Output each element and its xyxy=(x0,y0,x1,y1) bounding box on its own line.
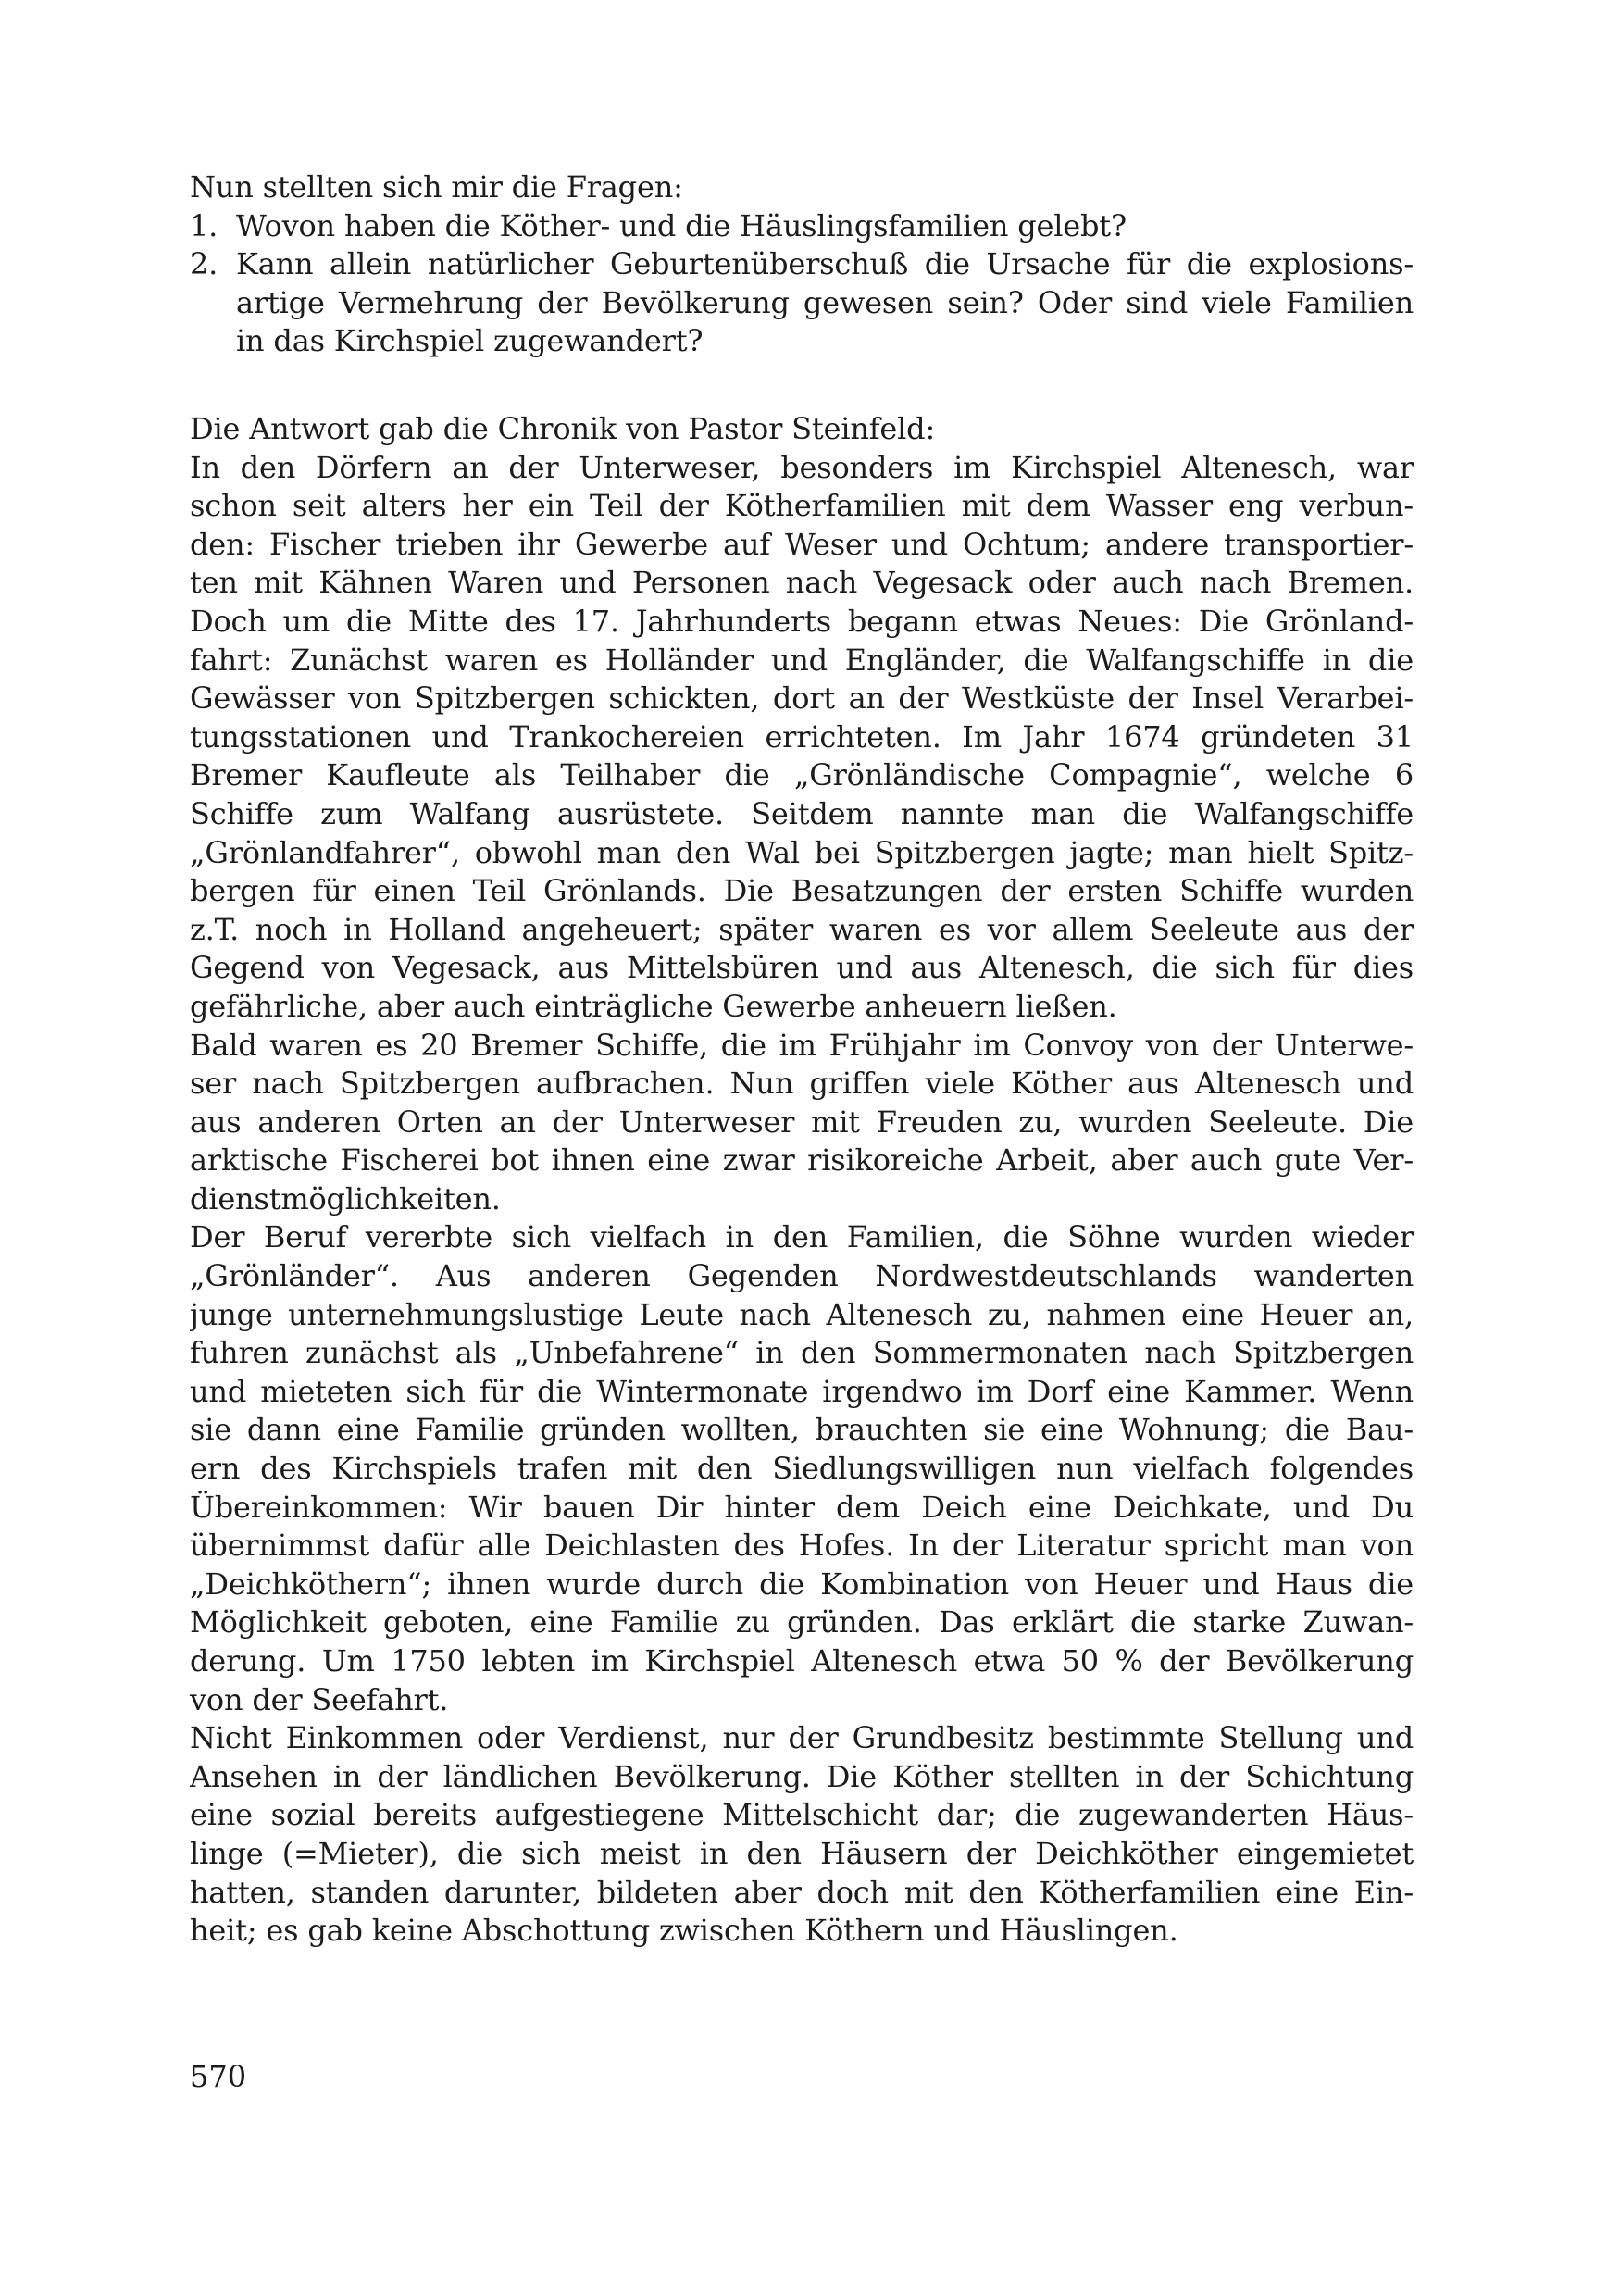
body-line: ser nach Spitzbergen aufbrachen. Nun griffen viele Köther aus Altenesch und xyxy=(190,1066,1414,1102)
body-line: Ansehen in der ländlichen Bevölkerung. Die Köther stellten in der Schichtung xyxy=(190,1758,1414,1794)
body-line: Schiffe zum Walfang ausrüstete. Seitdem nannte man die Walfangschiffe xyxy=(190,795,1414,831)
body-line: Möglichkeit geboten, eine Familie zu gründen. Das erklärt die starke Zuwan- xyxy=(190,1604,1414,1641)
body-line: derung. Um 1750 lebten im Kirchspiel Altenesch etwa 50 % der Bevölkerung xyxy=(190,1643,1414,1678)
body-line: aus anderen Orten an der Unterweser mit Freuden zu, wurden Seeleute. Die xyxy=(190,1104,1414,1140)
body-line: sie dann eine Familie gründen wollten, brauchten sie eine Wohnung; die Bau- xyxy=(190,1412,1414,1448)
body-line: Bald waren es 20 Bremer Schiffe, die im Frühjahr im Convoy von der Unterwe- xyxy=(190,1027,1414,1063)
body-line: Übereinkommen: Wir bauen Dir hinter dem Deich eine Deichkate, und Du xyxy=(190,1489,1414,1525)
body-line: Bremer Kaufleute als Teilhaber die „Grönländische Compagnie“, welche 6 xyxy=(190,757,1414,793)
body-line: Die Antwort gab die Chronik von Pastor Steinfeld: xyxy=(190,411,936,446)
body-line: von der Seefahrt. xyxy=(190,1681,449,1717)
body-line: linge (=Mieter), die sich meist in den Häusern der Deichköther eingemietet xyxy=(190,1835,1414,1871)
question-2-line: in das Kirchspiel zugewandert? xyxy=(236,323,704,359)
body-line: tungsstationen und Trankochereien errichteten. Im Jahr 1674 gründeten 31 xyxy=(190,718,1414,755)
body-line: und mieteten sich für die Wintermonate irgendwo im Dorf eine Kammer. Wenn xyxy=(190,1373,1414,1409)
question-2-text xyxy=(236,245,1414,361)
body-line: z.T. noch in Holland angeheuert; später waren es vor allem Seeleute aus der xyxy=(190,911,1414,947)
question-2-number: 2. xyxy=(190,246,218,282)
body-line: „Deichköthern“; ihnen wurde durch die Kombination von Heuer und Haus die xyxy=(190,1566,1414,1602)
body-line: gefährliche, aber auch einträgliche Gewerbe anheuern ließen. xyxy=(190,988,1117,1024)
body-line: Gegend von Vegesack, aus Mittelsbüren und aus Altenesch, die sich für dies xyxy=(190,950,1414,986)
body-text xyxy=(190,410,1414,1951)
body-line: hatten, standen darunter, bildeten aber doch mit den Kötherfamilien eine Ein- xyxy=(190,1874,1414,1910)
body-line: In den Dörfern an der Unterweser, besonders im Kirchspiel Altenesch, war xyxy=(190,449,1414,485)
body-line: junge unternehmungslustige Leute nach Altenesch zu, nahmen eine Heuer an, xyxy=(190,1296,1414,1332)
body-line: bergen für einen Teil Grönlands. Die Besatzungen der ersten Schiffe wurden xyxy=(190,873,1414,909)
question-1-number: 1. xyxy=(190,207,218,243)
question-2 xyxy=(190,245,1414,361)
question-2-line: artige Vermehrung der Bevölkerung gewesen sein? Oder sind viele Familien xyxy=(236,284,1414,320)
body-line: den: Fischer trieben ihr Gewerbe auf Weser und Ochtum; andere transportier- xyxy=(190,526,1414,562)
body-line: Doch um die Mitte des 17. Jahrhunderts begann etwas Neues: Die Grönland- xyxy=(190,603,1414,639)
body-line: schon seit alters her ein Teil der Kötherfamilien mit dem Wasser eng verbun- xyxy=(190,488,1414,524)
questions-intro: Nun stellten sich mir die Fragen: xyxy=(190,169,683,205)
question-2-line: Kann allein natürlicher Geburtenüberschuß die Ursache für die explosions- xyxy=(236,246,1414,282)
body-line: ern des Kirchspiels trafen mit den Siedlungswilligen nun vielfach folgendes xyxy=(190,1451,1414,1487)
body-line: übernimmst dafür alle Deichlasten des Hofes. In der Literatur spricht man von xyxy=(190,1528,1414,1564)
page-number: 570 xyxy=(190,2059,247,2094)
body-line: Der Beruf vererbte sich vielfach in den Familien, die Söhne wurden wieder xyxy=(190,1219,1414,1255)
body-line: heit; es gab keine Abschottung zwischen Köthern und Häuslingen. xyxy=(190,1913,1178,1949)
body-line: „Grönländer“. Aus anderen Gegenden Nordwestdeutschlands wanderten xyxy=(190,1258,1414,1294)
body-line: eine sozial bereits aufgestiegene Mittelschicht dar; die zugewanderten Häus- xyxy=(190,1797,1414,1833)
body-line: fuhren zunächst als „Unbefahrene“ in den Sommermonaten nach Spitzbergen xyxy=(190,1335,1414,1371)
body-line: dienstmöglichkeiten. xyxy=(190,1180,501,1217)
questions-section xyxy=(190,168,1414,361)
body-line: ten mit Kähnen Waren und Personen nach Vegesack oder auch nach Bremen. xyxy=(190,565,1414,601)
body-line: fahrt: Zunächst waren es Holländer und Engländer, die Walfangschiffe in die xyxy=(190,642,1414,678)
body-line: arktische Fischerei bot ihnen eine zwar risikoreiche Arbeit, aber auch gute Ver- xyxy=(190,1142,1414,1179)
body-line: „Grönlandfahrer“, obwohl man den Wal bei Spitzbergen jagte; man hielt Spitz- xyxy=(190,834,1414,870)
question-1-text: Wovon haben die Köther- und die Häuslingsfamilien gelebt? xyxy=(236,207,1127,243)
body-line: Gewässer von Spitzbergen schickten, dort an der Westküste der Insel Verarbei- xyxy=(190,680,1414,717)
body-line: Nicht Einkommen oder Verdienst, nur der Grundbesitz bestimmte Stellung und xyxy=(190,1720,1414,1756)
question-1 xyxy=(190,207,1414,246)
